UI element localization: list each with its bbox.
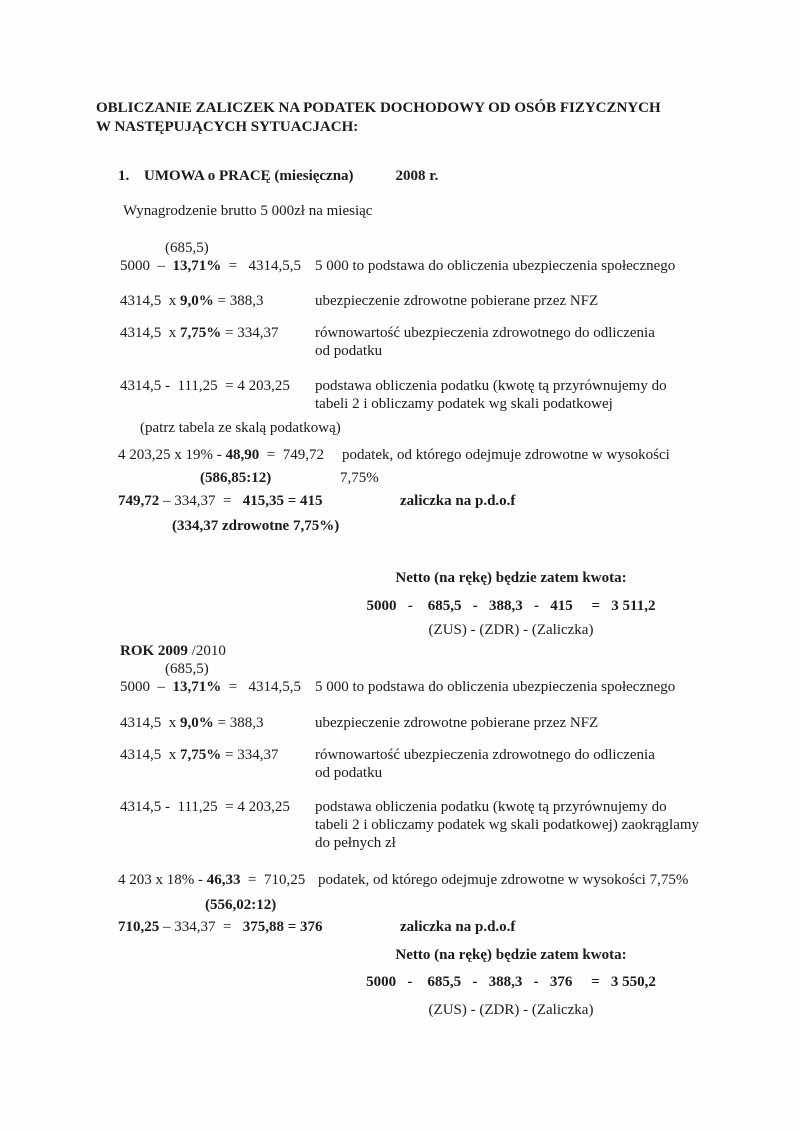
calc-row-tax-base-2008 [120,377,730,413]
annual-health-division: (586,85:12) [200,470,272,486]
netto-formula: 5000 - 685,5 - 388,3 - 415 = 3 511,2 [366,598,656,614]
desc-health-insurance: ubezpieczenie zdrowotne pobierane przez NFZ [315,293,599,309]
calc-row-health-insurance-2009 [120,714,730,733]
calc-row-social-insurance-2008 [120,257,730,276]
desc-advance: zaliczka na p.d.o.f [400,919,516,935]
netto-summary-2009 [321,946,701,1020]
health-note-2008: (334,37 zdrowotne 7,75%) [172,518,340,534]
desc-health-deductible: równowartość ubezpieczenia zdrowotnego do odliczenia od podatku [315,325,655,359]
formula-health-insurance: 4314,5 x 9,0% = 388,3 [120,293,264,309]
desc-tax-base: podstawa obliczenia podatku (kwotę tą przyrównujemy do tabeli 2 i obliczamy podatek wg skali podatkowej [315,378,667,412]
desc-health-deductible: równowartość ubezpieczenia zdrowotnego do odliczenia od podatku [315,747,655,781]
gross-salary-line: Wynagrodzenie brutto 5 000zł na miesiąc [123,203,373,219]
formula-tax-base: 4314,5 - 111,25 = 4 203,25 [120,799,290,815]
desc-social-insurance: 5 000 to podstawa do obliczenia ubezpieczenia społecznego [315,258,676,274]
calc-row-tax-base-2009 [120,798,730,852]
calc-row-advance-2008 [118,492,730,511]
desc-tax: podatek, od którego odejmuje zdrowotne w wysokości [342,447,670,463]
netto-label: Netto (na rękę) będzie zatem kwota: [395,570,627,586]
formula-health-deductible: 4314,5 x 7,75% = 334,37 [120,747,279,763]
section-1-heading [118,167,730,186]
formula-tax: 4 203 x 18% - 46,33 = 710,25 [118,872,306,888]
formula-health-insurance: 4314,5 x 9,0% = 388,3 [120,715,264,731]
section-rok-2009-heading: ROK 2009 /2010 [120,643,226,659]
calc-row-health-deductible-2008 [120,324,730,360]
desc-tax: podatek, od którego odejmuje zdrowotne w wysokości 7,75% [318,872,689,888]
formula-social-insurance: 5000 – 13,71% = 4314,5,5 [120,679,301,695]
calc-row-tax-2008 [118,446,730,465]
calc-row-advance-2009 [118,918,730,937]
calc-row-health-insurance-2008 [120,292,730,311]
formula-tax-base: 4314,5 - 111,25 = 4 203,25 [120,378,290,394]
desc-social-insurance: 5 000 to podstawa do obliczenia ubezpieczenia społecznego [315,679,676,695]
formula-tax: 4 203,25 x 19% - 48,90 = 749,72 [118,447,324,463]
calc-row-health-deductible-2009 [120,746,730,782]
document-title: OBLICZANIE ZALICZEK NA PODATEK DOCHODOWY OD OSÓB FIZYCZNYCH W NASTĘPUJĄCYCH SYTUACJACH: [96,100,661,135]
desc-advance: zaliczka na p.d.o.f [400,493,516,509]
desc-tax-base: podstawa obliczenia podatku (kwotę tą przyrównujemy do tabeli 2 i obliczamy podatek wg skali podatkowej) zaokrąglamy do pełnych zł [315,799,700,851]
zus-rate-amount-note-2009: (685,5) [165,661,209,677]
section-year: 2008 r. [395,168,439,184]
formula-advance: 749,72 – 334,37 = 415,35 = 415 [118,493,323,509]
netto-label: Netto (na rękę) będzie zatem kwota: [395,947,627,963]
formula-social-insurance: 5000 – 13,71% = 4314,5,5 [120,258,301,274]
netto-summary-2008 [321,569,701,640]
calc-row-tax-2009 [118,871,730,890]
section-label: UMOWA o PRACĘ (miesięczna) [144,168,354,184]
annual-health-division-2009: (556,02:12) [205,897,277,913]
netto-legend: (ZUS) - (ZDR) - (Zaliczka) [428,1002,594,1018]
zus-rate-amount-note-2008: (685,5) [165,240,209,256]
formula-advance: 710,25 – 334,37 = 375,88 = 376 [118,919,323,935]
section-number: 1. [118,168,130,184]
health-rate: 7,75% [340,470,379,486]
netto-formula: 5000 - 685,5 - 388,3 - 376 = 3 550,2 [366,974,656,990]
calc-row-social-insurance-2009 [120,678,730,697]
tax-scale-note: (patrz tabela ze skalą podatkową) [140,420,341,436]
netto-legend: (ZUS) - (ZDR) - (Zaliczka) [428,622,594,638]
health-deduction-detail-2008 [200,469,730,488]
formula-health-deductible: 4314,5 x 7,75% = 334,37 [120,325,279,341]
desc-health-insurance: ubezpieczenie zdrowotne pobierane przez NFZ [315,715,599,731]
